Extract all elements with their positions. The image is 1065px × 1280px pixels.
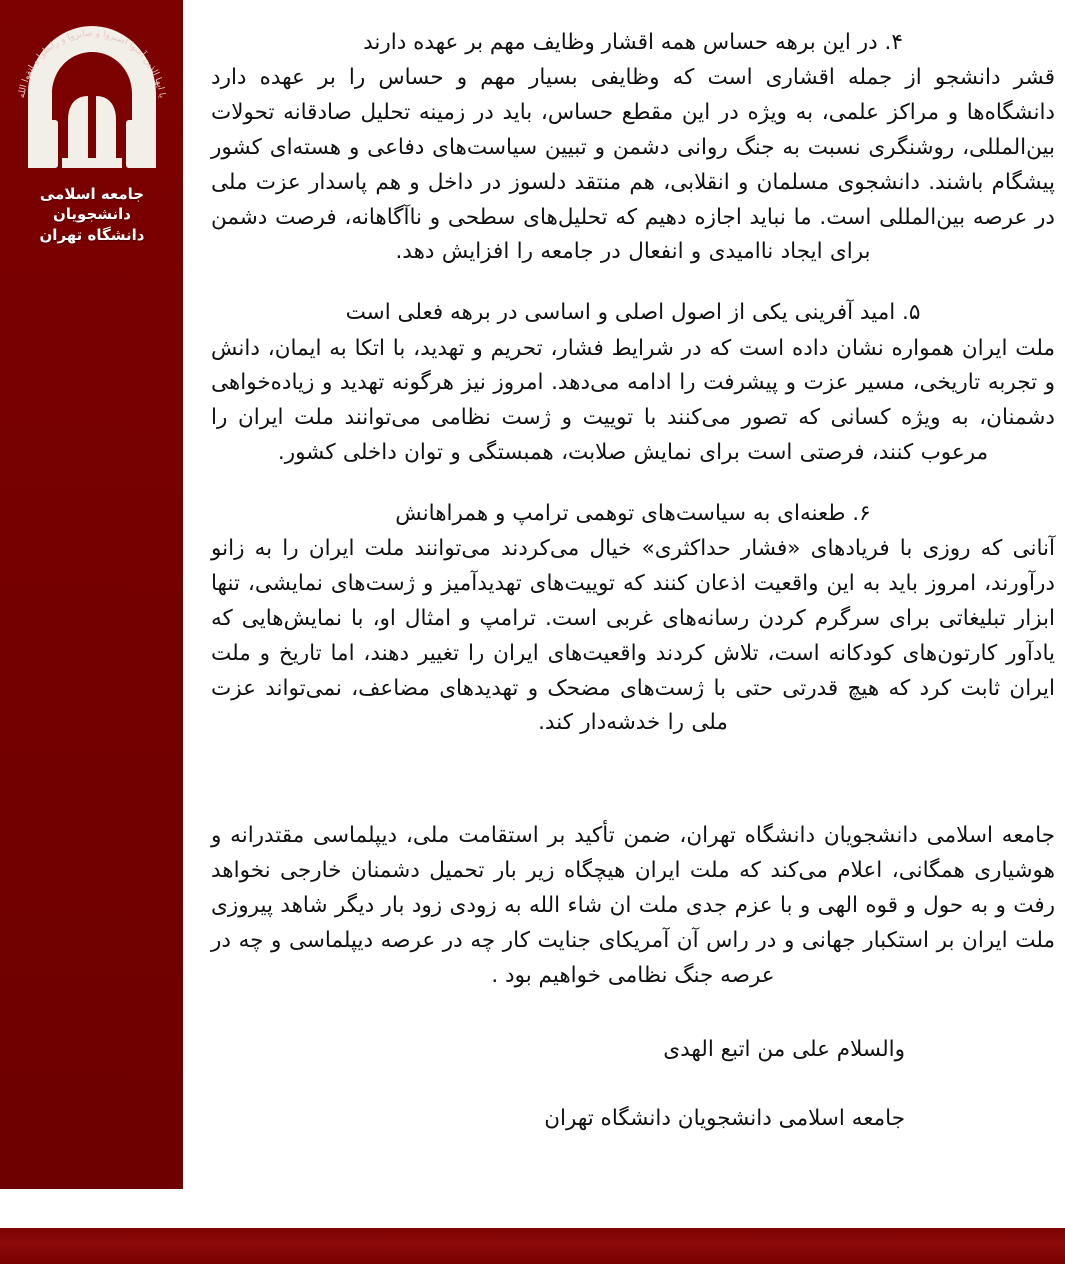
closing-spacer — [211, 767, 1055, 819]
section-4-body: قشر دانشجو از جمله اقشاری است که وظایفی بسیار مهم و حساس را بر عهده دارد دانشگاه‌ها و مراکز علمی، به ویژه در این مقطع حساس، باید در زمینه تحلیل صادقانه تحولات بین‌المللی، روشنگری نسبت به جنگ روانی دشمن و تبیین سیاست‌های دفاعی و هسته‌ای کشور پیشگام باشند. دانشجوی مسلمان و انقلابی، هم منتقد دلسوز در داخل و هم پاسدار عزت ملی در عرصه بین‌المللی است. ما نباید اجازه دهیم که تحلیل‌های سطحی و ناآگاهانه، فرصت دشمن برای ایجاد ناامیدی و انفعال در جامعه را افزایش دهد. — [211, 65, 1055, 265]
left-sidebar — [0, 0, 183, 1189]
closing-statement: جامعه اسلامی دانشجویان دانشگاه تهران، ضمن تأکید بر استقامت ملی، دیپلماسی مقتدرانه و هوشیاری همگانی، اعلام می‌کند که ملت ایران هیچگاه زیر بار تحمیل دشمنان خارجی نخواهد رفت و به حول و قوه الهی و با عزم جدی ملت ان شاء الله به زودی زود بار دیگر شاهد پیروزی ملت ایران بر استکبار جهانی و در راس آن آمریکای جنایت کار چه در عرصه دیپلماسی و چه در عرصه جنگ نظامی خواهیم بود . — [211, 823, 1055, 988]
section-6-body: آنانی که روزی با فریادهای «فشار حداکثری» خیال می‌کردند می‌توانند ملت ایران را به زانو درآورند، امروز باید به این واقعیت اذعان کنند که توییت‌های تهدیدآمیز و ژست‌های نمایشی، تنها ابزار تبلیغاتی برای سرگرم کردن رسانه‌های غربی است. ترامپ و امثال او، با نمایش‌هایی که یادآور کارتون‌های کودکانه است، تلاش کردند واقعیت‌های ایران را تغییر دهند، اما تاریخ و ملت ایران ثابت کرد که هیچ قدرتی حتی با ژست‌های مضحک و تهدیدهای مضاعف، نمی‌تواند عزت ملی را خدشه‌دار کند. — [211, 536, 1055, 736]
logo-caption — [6, 184, 178, 245]
document-content — [183, 0, 1065, 1228]
section-4-heading: ۴. در این برهه حساس همه اقشار وظایف مهم بر عهده دارند — [363, 30, 903, 55]
bottom-accent-bar — [0, 1228, 1065, 1264]
organization-logo — [6, 8, 178, 244]
logo-mark-icon — [6, 8, 178, 188]
section-6-heading: ۶. طعنه‌ای به سیاست‌های توهمی ترامپ و همراهانش — [395, 500, 871, 526]
logo-org-line-2: دانشگاه تهران — [39, 225, 145, 244]
closing-salutation: والسلام علی من اتبع الهدی — [663, 1037, 905, 1063]
section-5 — [211, 296, 1055, 471]
section-5-body: ملت ایران همواره نشان داده است که در شرایط فشار، تحریم و تهدید، با اتکا به ایمان، دانش و تجربه تاریخی، مسیر عزت و پیشرفت را ادامه می‌دهد. امروز نیز هرگونه تهدید و زیاده‌خواهی دشمنان، به ویژه کسانی که تصور می‌کنند با توییت و ژست نظامی می‌توانند ملت ایران را مرعوب کنند، فرصتی است برای نمایش صلابت، همبستگی و توان داخلی کشور. — [211, 335, 1055, 466]
closing-signature: جامعه اسلامی دانشجویان دانشگاه تهران — [544, 1105, 905, 1131]
section-5-heading: ۵. امید آفرینی یکی از اصول اصلی و اساسی در برهه فعلی است — [345, 300, 921, 326]
section-4 — [211, 26, 1055, 270]
logo-arc-calligraphy: یا ایها الذین آمنوا اصبروا و صابروا و رابطوا و اتقوا الله — [17, 28, 167, 99]
logo-org-line-1: جامعه اسلامی دانشجویان — [39, 185, 145, 224]
section-6 — [211, 497, 1055, 741]
